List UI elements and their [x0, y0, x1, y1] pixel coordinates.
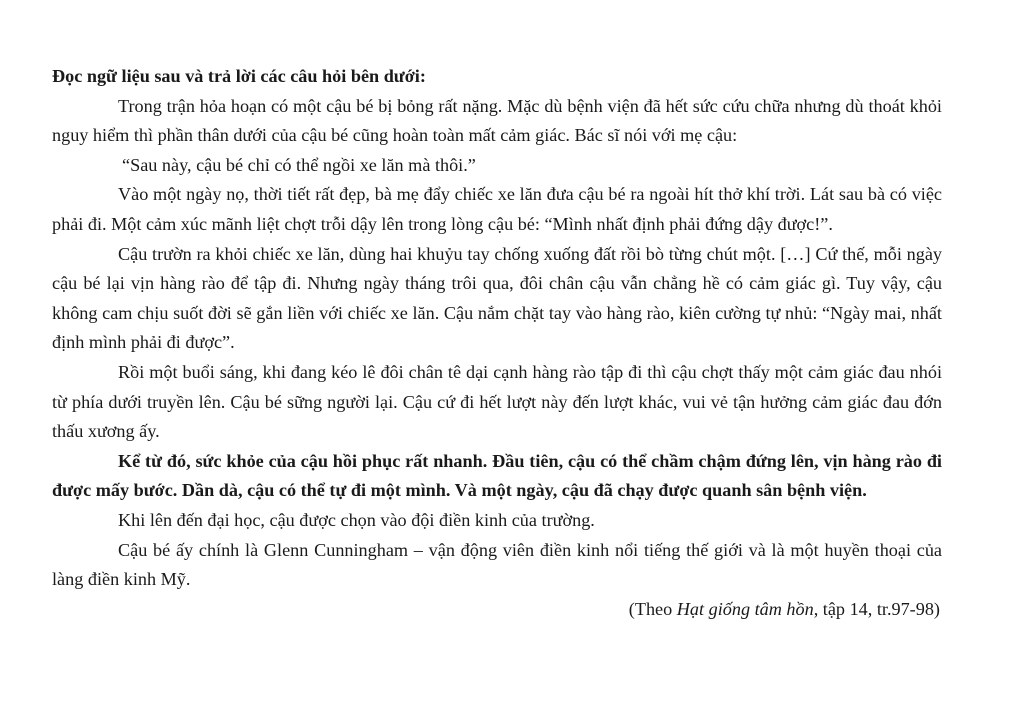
document-heading: Đọc ngữ liệu sau và trả lời các câu hỏi bên dưới:	[52, 66, 426, 86]
source-citation	[52, 595, 942, 625]
source-suffix: , tập 14, tr.97-98)	[813, 598, 940, 619]
paragraph-bold: Kể từ đó, sức khỏe của cậu hồi phục rất nhanh. Đầu tiên, cậu có thể chầm chậm đứng lên, vịn hàng rào đi được mấy bước. Dần dà, cậu có thể tự đi một mình. Và một ngày, cậu đã chạy được quanh sân bệnh viện.	[52, 450, 942, 501]
source-title: Hạt giống tâm hồn	[676, 598, 814, 619]
source-prefix: (Theo	[628, 598, 677, 619]
paragraph-4: Rồi một buổi sáng, khi đang kéo lê đôi chân tê dại cạnh hàng rào tập đi thì cậu chợt thấy một cảm giác đau nhói từ phía dưới truyền lên. Cậu bé sững người lại. Cậu cứ đi hết lượt này đến lượt khác, vui vẻ tận hưởng cảm giác đau đớn thấu xương ấy.	[52, 361, 942, 442]
paragraph-1: Trong trận hỏa hoạn có một cậu bé bị bỏng rất nặng. Mặc dù bệnh viện đã hết sức cứu chữa nhưng dù thoát khỏi nguy hiểm thì phần thân dưới của cậu bé cũng hoàn toàn mất cảm giác. Bác sĩ nói với mẹ cậu:	[52, 95, 942, 146]
doctor-quote: “Sau này, cậu bé chỉ có thể ngồi xe lăn mà thôi.”	[122, 154, 476, 175]
paragraph-6: Cậu bé ấy chính là Glenn Cunningham – vận động viên điền kinh nổi tiếng thế giới và là một huyền thoại của làng điền kinh Mỹ.	[52, 539, 942, 590]
document-page	[52, 62, 942, 624]
paragraph-5: Khi lên đến đại học, cậu được chọn vào đội điền kinh của trường.	[118, 509, 595, 530]
paragraph-3: Cậu trườn ra khỏi chiếc xe lăn, dùng hai khuỷu tay chống xuống đất rồi bò từng chút một. […] Cứ thế, mỗi ngày cậu bé lại vịn hàng rào để tập đi. Nhưng ngày tháng trôi qua, đôi chân cậu vẫn chẳng hề có cảm giác gì. Tuy vậy, cậu không cam chịu suốt đời sẽ gắn liền với chiếc xe lăn. Cậu nắm chặt tay vào hàng rào, kiên cường tự nhủ: “Ngày mai, nhất định mình phải đi được”.	[52, 243, 942, 353]
paragraph-2: Vào một ngày nọ, thời tiết rất đẹp, bà mẹ đẩy chiếc xe lăn đưa cậu bé ra ngoài hít thở khí trời. Lát sau bà có việc phải đi. Một cảm xúc mãnh liệt chợt trỗi dậy lên trong lòng cậu bé: “Mình nhất định phải đứng dậy được!”.	[52, 184, 942, 234]
